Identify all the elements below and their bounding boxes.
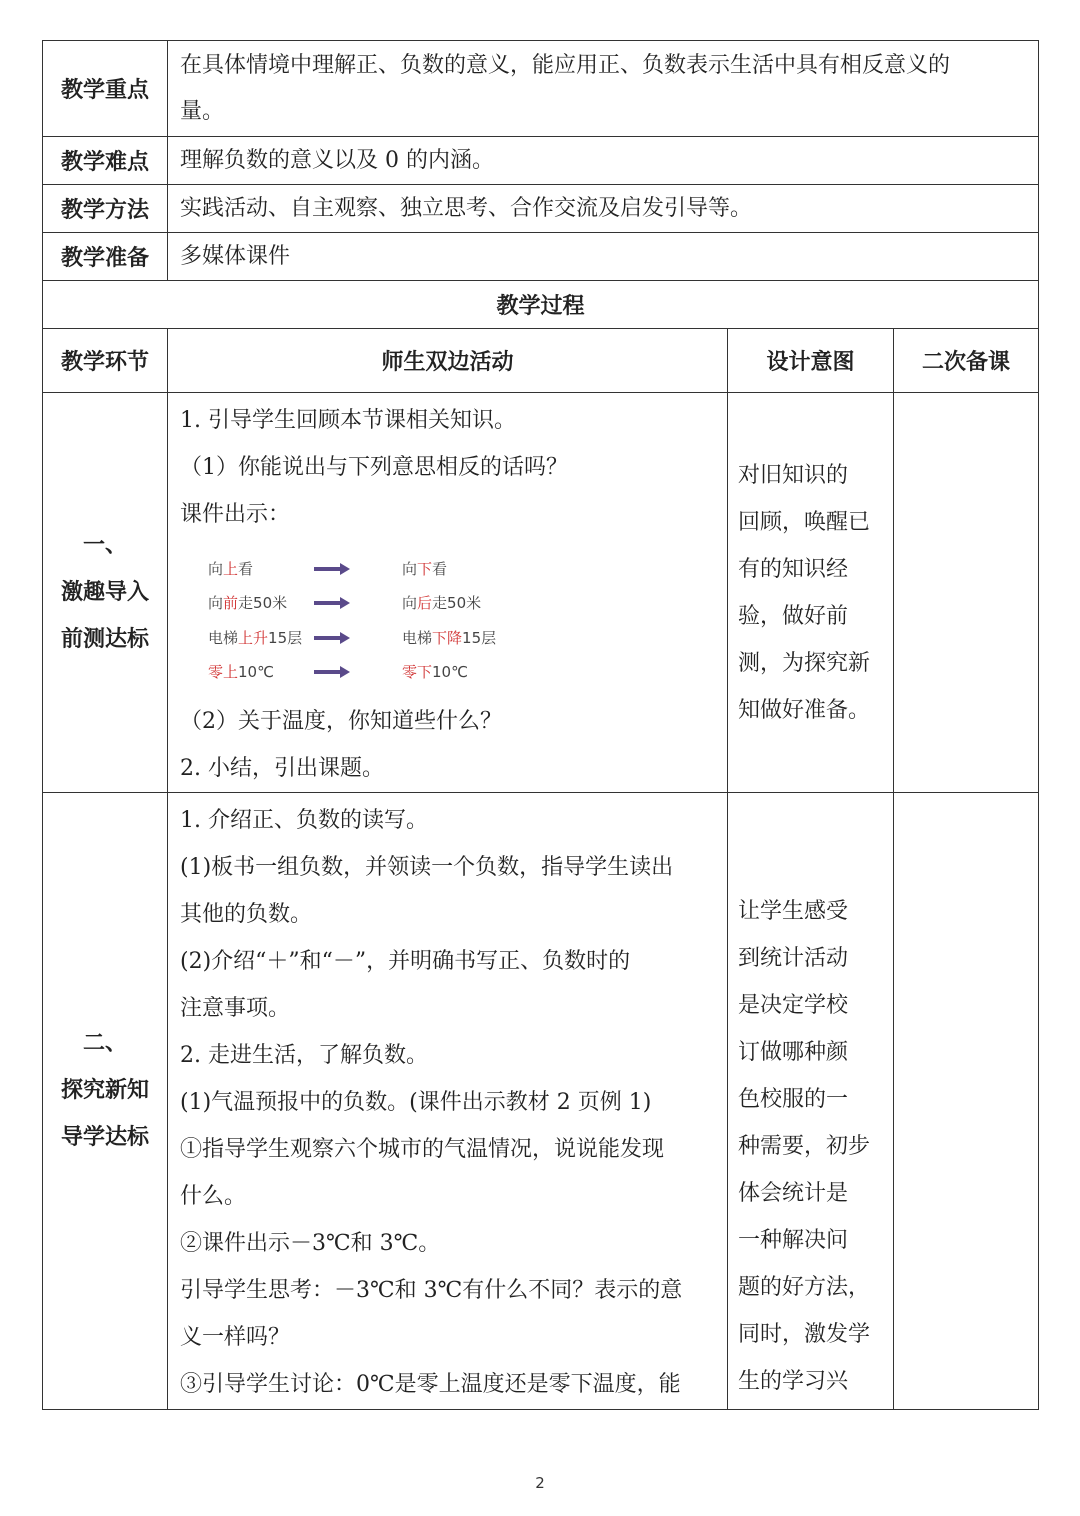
section1-line: （1）你能说出与下列意思相反的话吗？ (180, 455, 568, 480)
slide-left-highlight: 上 (223, 560, 239, 578)
section2-line: ②课件出示－3℃和 3℃。 (180, 1231, 441, 1256)
slide-left-highlight: 上升 (238, 629, 269, 647)
slide-right-highlight: 零下 (402, 663, 433, 681)
slide-right-pre: 向 (402, 594, 418, 612)
section2-intent-line: 种需要，初步 (738, 1134, 871, 1159)
slide-left-post: 15层 (268, 629, 303, 647)
section2-row (43, 793, 1039, 1410)
slide-left-highlight: 零上 (208, 663, 239, 681)
slide-left-post: 10℃ (238, 663, 274, 681)
prep-row (43, 233, 1039, 281)
slide-right-pre: 向 (402, 560, 418, 578)
process-title-row (43, 281, 1039, 329)
section2-intent-line: 题的好方法， (738, 1275, 871, 1300)
section2-line: 2. 走进生活，了解负数。 (180, 1043, 428, 1068)
slide-right-text (402, 558, 447, 579)
slide-right-text (402, 592, 481, 613)
section2-line: ①指导学生观察六个城市的气温情况，说说能发现 (180, 1137, 665, 1162)
header-intent: 设计意图 (728, 329, 894, 393)
slide-right-highlight: 下 (417, 560, 433, 578)
slide-row (208, 592, 628, 614)
section2-intent-line: 是决定学校 (738, 993, 849, 1018)
section1-intent-line: 验，做好前 (738, 603, 849, 629)
section1-intent-line: 回顾，唤醒已 (738, 509, 871, 535)
difficulty-label: 教学难点 (43, 137, 168, 185)
slide-right-highlight: 后 (417, 594, 433, 612)
section2-line: 引导学生思考：－3℃和 3℃有什么不同？表示的意 (180, 1278, 683, 1303)
arrow-right-icon (314, 631, 350, 645)
section2-line: 1. 介绍正、负数的读写。 (180, 808, 428, 833)
slide-left-text (208, 592, 287, 613)
section1-line: 2. 小结，引出课题。 (180, 756, 384, 781)
section1-activity (168, 393, 728, 793)
section2-line: ③引导学生讨论：0℃是零上温度还是零下温度，能 (180, 1372, 681, 1397)
arrow-right-icon (314, 665, 350, 679)
prep-label: 教学准备 (43, 233, 168, 281)
slide-left-post: 走50米 (238, 594, 288, 612)
focus-text-line2: 量。 (180, 98, 225, 124)
header-stage: 教学环节 (43, 329, 168, 393)
slide-left-pre: 向 (208, 560, 224, 578)
section2-intent-line: 订做哪种颜 (738, 1040, 849, 1065)
slide-left-text (208, 558, 253, 579)
section1-row (43, 393, 1039, 793)
slide-left-pre: 电梯 (208, 629, 239, 647)
difficulty-text: 理解负数的意义以及 0 的内涵。 (168, 137, 1039, 185)
section1-stage-num: 一、 (82, 533, 127, 558)
section1-line: 1. 引导学生回顾本节课相关知识。 (180, 408, 516, 433)
section1-stage-line1: 激趣导入 (60, 580, 149, 605)
slide-right-post: 15层 (462, 629, 497, 647)
header-second: 二次备课 (894, 329, 1039, 393)
process-title: 教学过程 (43, 281, 1039, 329)
section2-line: (1)板书一组负数，并领读一个负数，指导学生读出 (180, 855, 674, 880)
section1-stage (43, 393, 168, 793)
section2-line: (1)气温预报中的负数。(课件出示教材 2 页例 1) (180, 1090, 652, 1115)
slide-row (208, 558, 628, 580)
focus-text-line1: 在具体情境中理解正、负数的意义，能应用正、负数表示生活中具有相反意义的 (180, 52, 951, 78)
process-header-row (43, 329, 1039, 393)
slide-left-pre: 向 (208, 594, 224, 612)
section2-stage (43, 793, 168, 1410)
arrow-right-icon (314, 596, 350, 610)
section2-line: 义一样吗？ (180, 1325, 291, 1350)
difficulty-row (43, 137, 1039, 185)
section2-line: 注意事项。 (180, 996, 291, 1021)
method-text: 实践活动、自主观察、独立思考、合作交流及启发引导等。 (168, 185, 1039, 233)
section1-line: （2）关于温度，你知道些什么？ (180, 709, 502, 734)
section1-intent-line: 对旧知识的 (738, 462, 849, 488)
slide-left-highlight: 前 (223, 594, 239, 612)
header-activity: 师生双边活动 (168, 329, 728, 393)
section2-line: (2)介绍“＋”和“－”，并明确书写正、负数时的 (180, 949, 631, 974)
section2-intent-line: 到统计活动 (738, 946, 849, 971)
slide-row (208, 661, 628, 683)
method-row (43, 185, 1039, 233)
section2-stage-line1: 探究新知 (60, 1078, 149, 1103)
section2-intent-line: 同时，激发学 (738, 1322, 871, 1347)
section1-intent (728, 393, 894, 793)
method-label: 教学方法 (43, 185, 168, 233)
section2-intent (728, 793, 894, 1410)
section2-second (894, 793, 1039, 1410)
focus-row (43, 41, 1039, 137)
page-number: 2 (535, 1474, 545, 1492)
section1-line: 课件出示： (180, 502, 291, 527)
slide-right-pre: 电梯 (402, 629, 433, 647)
section2-intent-line: 让学生感受 (738, 899, 849, 924)
section2-activity (168, 793, 728, 1410)
arrow-right-icon (314, 562, 350, 576)
section1-intent-line: 有的知识经 (738, 556, 849, 582)
slide-right-text (402, 661, 468, 682)
section2-line: 其他的负数。 (180, 902, 313, 927)
section1-intent-line: 知做好准备。 (738, 697, 871, 723)
section2-intent-line: 一种解决问 (738, 1228, 849, 1253)
slide-right-text (402, 627, 496, 648)
section2-intent-line: 体会统计是 (738, 1181, 849, 1206)
slide-left-text (208, 661, 274, 682)
prep-text: 多媒体课件 (168, 233, 1039, 281)
slide-left-text (208, 627, 302, 648)
section1-intent-line: 测，为探究新 (738, 650, 871, 676)
focus-label: 教学重点 (43, 41, 168, 137)
courseware-slide (180, 544, 715, 694)
section2-intent-line: 生的学习兴 (738, 1369, 849, 1394)
slide-left-post: 看 (238, 560, 254, 578)
section2-intent-line: 色校服的一 (738, 1087, 849, 1112)
focus-text (168, 41, 1039, 137)
slide-right-post: 看 (432, 560, 448, 578)
section1-stage-line2: 前测达标 (60, 627, 149, 652)
lesson-plan-table (42, 40, 1039, 1410)
section1-second (894, 393, 1039, 793)
section2-line: 什么。 (180, 1184, 247, 1209)
slide-right-highlight: 下降 (432, 629, 463, 647)
slide-right-post: 走50米 (432, 594, 482, 612)
slide-row (208, 627, 628, 649)
section2-stage-num: 二、 (82, 1031, 127, 1056)
section2-stage-line2: 导学达标 (60, 1125, 149, 1150)
slide-right-post: 10℃ (432, 663, 468, 681)
